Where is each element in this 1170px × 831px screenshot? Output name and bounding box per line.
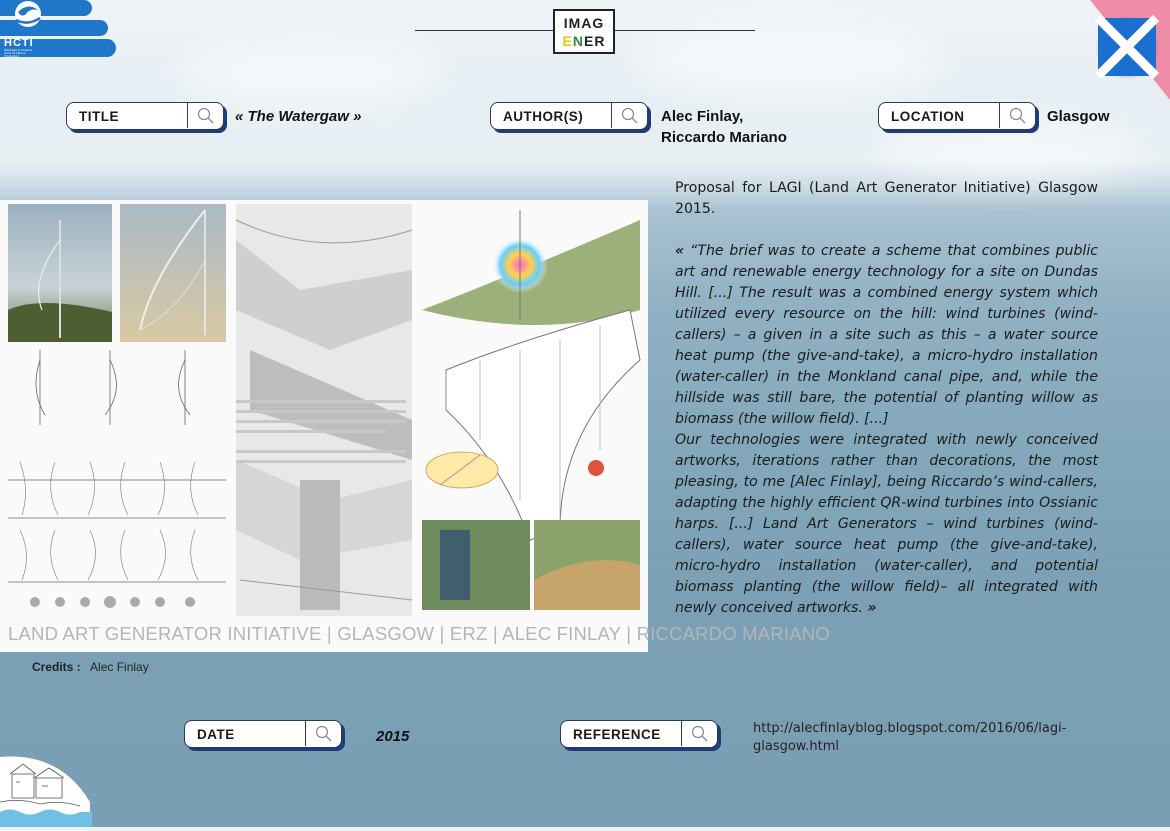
reference-link[interactable]: http://alecfinlayblog.blogspot.com/2016/06/lagi-glasgow.html [753, 721, 1067, 754]
reference-label: REFERENCE [573, 727, 661, 742]
brand-mark-line2: ENER [562, 33, 606, 49]
title-value: « The Watergaw » [235, 108, 362, 125]
title-label-box [66, 102, 224, 130]
background-cloud [180, 40, 440, 110]
location-label-box [878, 102, 1036, 130]
poster-illustration [0, 200, 648, 652]
logo-subtitle: Héritage & Culture dans la Ville & l'Industrie [4, 48, 33, 58]
date-label-box [184, 720, 342, 748]
background-cloud [640, 20, 940, 100]
search-icon [691, 725, 709, 743]
author-value-line1: Alec Finlay, [661, 108, 744, 125]
location-value: Glasgow [1047, 108, 1110, 125]
author-label-box [490, 102, 648, 130]
hcti-logo [0, 0, 118, 60]
search-icon [315, 725, 333, 743]
header-rule-right [615, 30, 755, 31]
author-search-button[interactable] [611, 103, 647, 128]
credits-label: Credits : [32, 660, 81, 674]
location-search-button[interactable] [999, 103, 1035, 128]
logo-emblem-icon [8, 0, 48, 36]
author-value-line2: Riccardo Mariano [661, 129, 787, 146]
credits [32, 660, 149, 674]
title-search-button[interactable] [187, 103, 223, 128]
imagener-brand-mark [553, 9, 615, 54]
location-label: LOCATION [891, 109, 965, 124]
town-sketch-icon [0, 752, 92, 827]
search-icon [1009, 107, 1027, 125]
date-search-button[interactable] [305, 721, 341, 746]
date-value: 2015 [376, 728, 410, 745]
logo-text: HCTI [4, 37, 34, 49]
poster-footer-text: LAND ART GENERATOR INITIATIVE | GLASGOW | ERZ | ALEC FINLAY | RICCARDO MARIANO [8, 623, 830, 644]
author-label: AUTHOR(S) [503, 109, 584, 124]
description-quote-1: « “The brief was to create a scheme that combines public art and renewable energy technology for a site on Dundas Hill. [...] The result was a combined energy system which utilized every resource on the hill: wind turbines (wind-callers) – a given in a site such as this – a water source heat pump (the give-and-take), a micro-hydro installation (water-caller) in the Monkland canal pipe, and, while the hillside was still bare, the potential of planting willow as biomass (the willow field). [...] [675, 243, 1098, 427]
description-intro: Proposal for LAGI (Land Art Generator Initiative) Glasgow 2015. [675, 180, 1098, 217]
title-label: TITLE [79, 109, 119, 124]
lagi-poster-image [0, 200, 830, 652]
description-text [675, 178, 1098, 619]
date-label: DATE [197, 727, 235, 742]
reference-label-box [560, 720, 718, 748]
search-icon [197, 107, 215, 125]
reference-search-button[interactable] [681, 721, 717, 746]
brand-mark-line1: IMAG [563, 15, 605, 31]
credits-value: Alec Finlay [90, 660, 149, 674]
author-value [661, 106, 787, 148]
scotland-flag-icon [1098, 18, 1156, 76]
description-quote-2: Our technologies were integrated with newly conceived artworks, iterations rather than decorations, the most pleasing, to me [Alec Finlay], being Riccardo’s wind-callers, adapting the highly efficient QR-wind turbines into Ossianic harps. [...] Land Art Generators – wind turbines (wind-callers), water source heat pump (the give-and-take), micro-hydro installation (water-caller), and potential biomass planting (the willow field)– all integrated with newly conceived artworks. » [675, 432, 1098, 616]
header-rule-left [415, 30, 553, 31]
search-icon [621, 107, 639, 125]
